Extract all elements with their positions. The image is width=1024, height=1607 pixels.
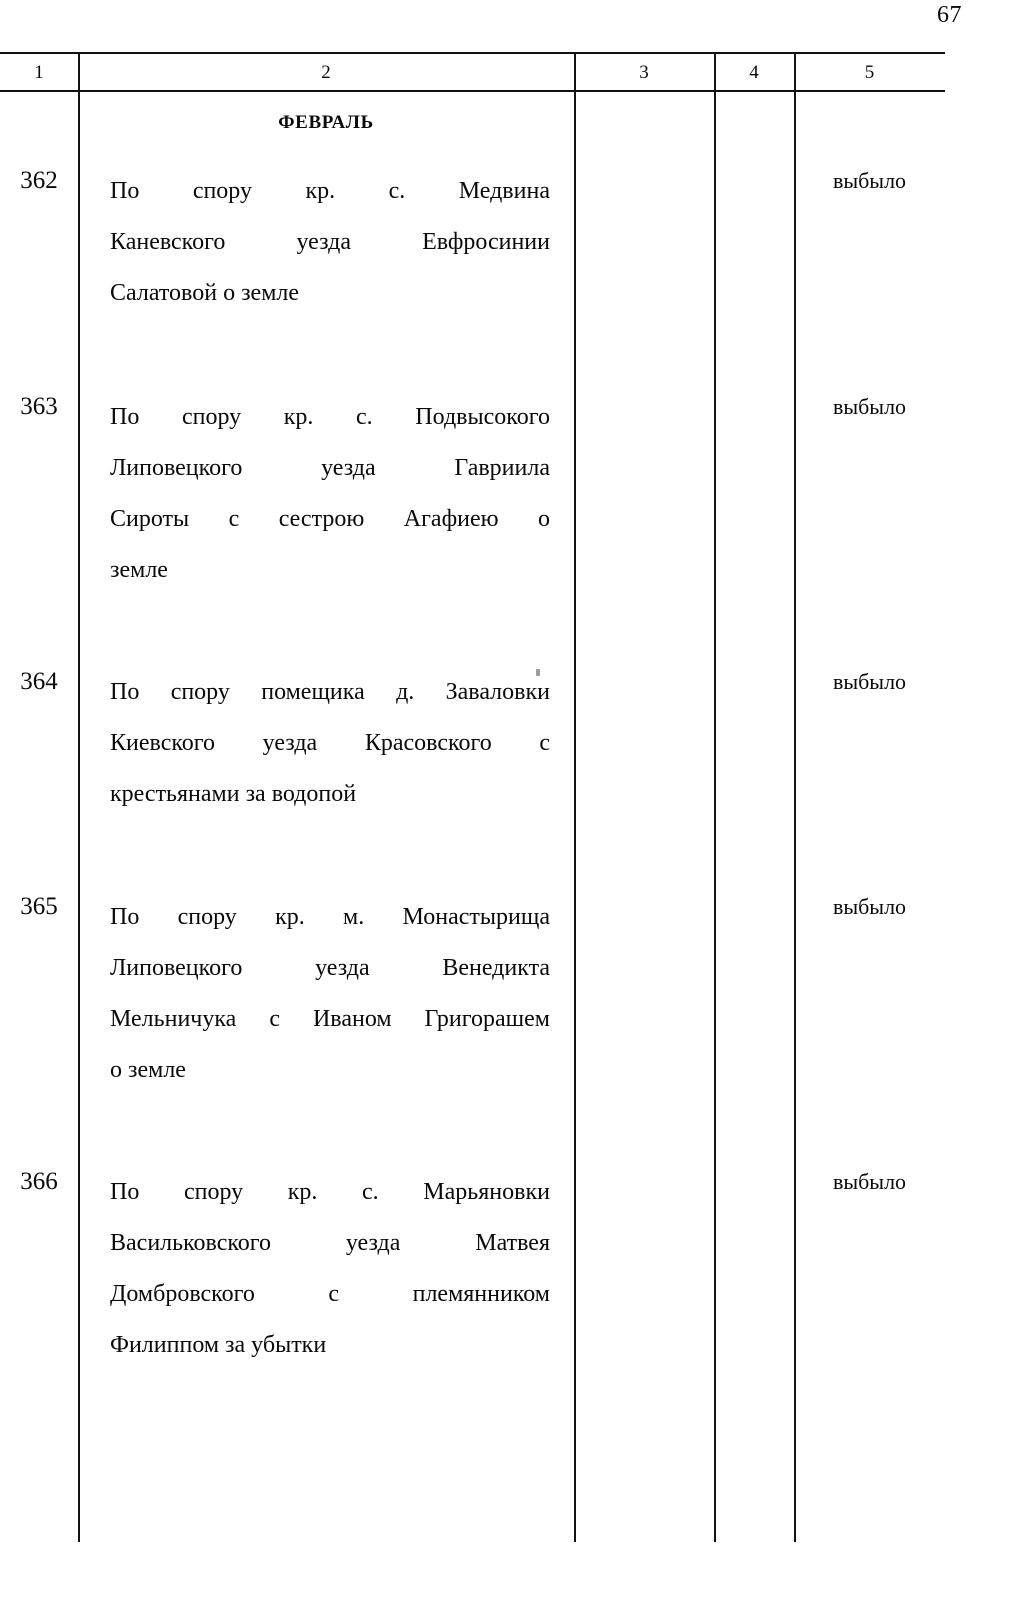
column-header-3: 3 (639, 62, 649, 83)
column-divider-3 (714, 52, 716, 1542)
entry-line: По спору кр. с. Подвысокого (110, 404, 550, 430)
entry-description (110, 392, 550, 596)
entry-description (110, 166, 550, 319)
table-header-rule (0, 90, 945, 92)
entry-line: Филиппом за убытки (110, 1332, 327, 1358)
entry-status: выбыло (832, 669, 907, 694)
entry-line: По спору помещика д. Заваловки (110, 679, 550, 705)
page-number: 67 (937, 2, 962, 28)
entry-line: Сироты с сестрою Агафиею о (110, 506, 550, 532)
column-header-1: 1 (34, 62, 44, 83)
column-header-5: 5 (864, 62, 875, 83)
entry-number: 364 (20, 668, 58, 695)
entry-line: о земле (110, 1057, 186, 1083)
entry-status: выбыло (832, 894, 907, 919)
column-divider-4 (794, 52, 796, 1542)
entry-status: выбыло (832, 1169, 907, 1194)
entry-status: выбыло (832, 394, 907, 419)
entry-line: По спору кр. м. Монастырища (110, 904, 550, 930)
entry-number: 363 (20, 393, 58, 420)
entry-line: Липовецкого уезда Венедикта (110, 955, 550, 981)
entry-status: выбыло (832, 168, 907, 193)
entry-line: По спору кр. с. Марьяновки (110, 1179, 550, 1205)
column-divider-2 (574, 52, 576, 1542)
column-header-2: 2 (321, 62, 331, 83)
column-divider-1 (78, 52, 80, 1542)
entry-description (110, 892, 550, 1096)
column-header-4: 4 (749, 62, 759, 83)
entry-description (110, 667, 550, 820)
entry-line: Салатовой о земле (110, 280, 300, 306)
entry-description (110, 1167, 550, 1371)
entry-line: По спору кр. с. Медвина (110, 178, 550, 204)
entry-line: Киевского уезда Красовского с (110, 730, 550, 756)
entry-number: 366 (20, 1168, 58, 1195)
scan-speck (536, 669, 540, 676)
register-table (0, 52, 948, 1542)
entry-line: Мельничука с Иваном Григорашем (110, 1006, 550, 1032)
entry-line: земле (110, 557, 168, 583)
table-top-rule (0, 52, 945, 54)
entry-line: крестьянами за водопой (110, 781, 357, 807)
entry-line: Васильковского уезда Матвея (110, 1230, 550, 1256)
entry-line: Липовецкого уезда Гавриила (110, 455, 550, 481)
section-heading-month: ФЕВРАЛЬ (278, 112, 374, 133)
entry-line: Каневского уезда Евфросинии (110, 229, 550, 255)
entry-line: Домбровского с племянником (110, 1281, 550, 1307)
entry-number: 362 (20, 167, 58, 194)
entry-number: 365 (20, 893, 58, 920)
